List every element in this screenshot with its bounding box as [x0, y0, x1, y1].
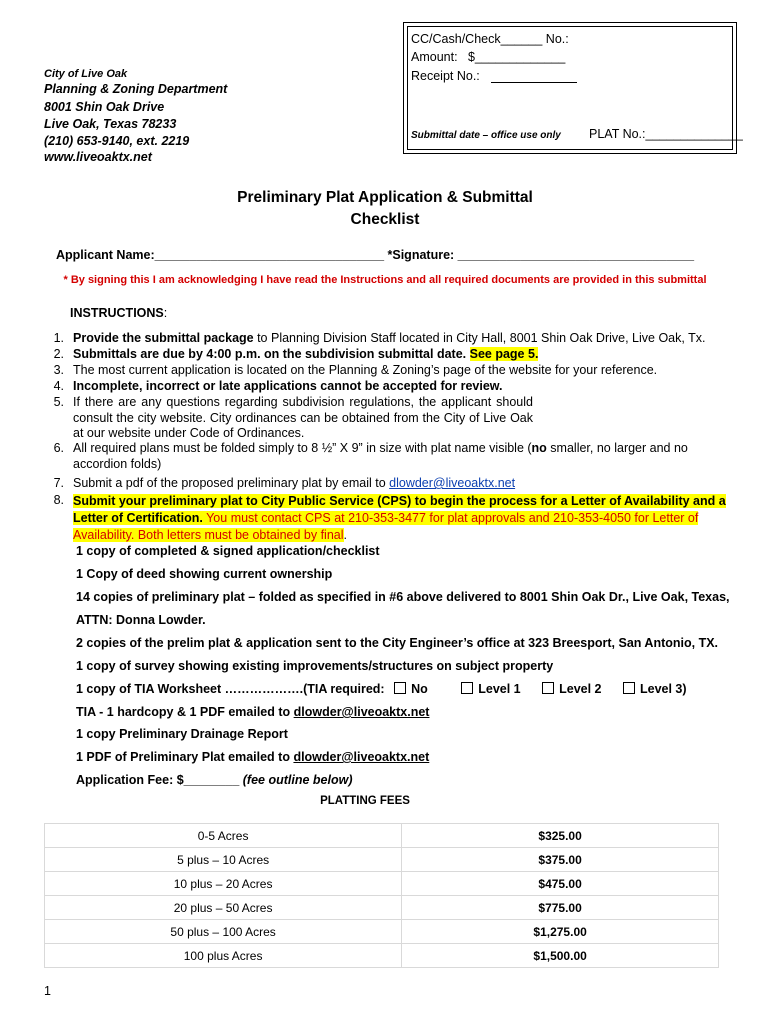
email-link[interactable]: dlowder@liveoaktx.net [389, 476, 516, 490]
acres-cell: 5 plus – 10 Acres [45, 848, 402, 872]
instruction-1-bold: Provide the submittal package [73, 331, 254, 345]
application-fee-line [76, 773, 353, 787]
acres-cell: 10 plus – 20 Acres [45, 872, 402, 896]
amount-value: $_____________ [467, 50, 566, 64]
instructions-label: INSTRUCTIONS [70, 306, 164, 320]
instruction-8-red: You must contact CPS at 210-353-3477 for plat approvals and 210-353-4050 for Letter of Availability. Both letters must be obtained by final [73, 511, 699, 542]
instruction-4: Incomplete, incorrect or late applications cannot be accepted for review. [73, 379, 503, 393]
instruction-6 [73, 441, 739, 472]
instruction-3: The most current application is located on the Planning & Zoning’s page of the website for your reference. [73, 363, 658, 377]
instruction-2 [73, 347, 739, 363]
checklist-item-continued: ATTN: Donna Lowder. [76, 613, 206, 627]
submittal-date-note: Submittal date – office use only [411, 130, 561, 141]
instruction-5: If there are any questions regarding subdivision regulations, the applicant should consult the city website. City ordinances can be obtained from the City of Live Oak at our website under Code of Ordinances. [73, 395, 533, 440]
instruction-number: 7. [53, 476, 64, 490]
city-name: City of Live Oak [44, 68, 128, 80]
checklist-item: 2 copies of the prelim plat & application sent to the City Engineer’s office at 323 Breesport, San Antonio, TX. [76, 636, 719, 650]
pdf-email-line [76, 750, 429, 764]
table-row [45, 872, 719, 896]
tia-email-prefix: TIA - 1 hardcopy & 1 PDF emailed to [76, 705, 294, 719]
instruction-6-pre: All required plans must be folded simply to 8 ½” X 9” in size with plat name visible ( [73, 441, 532, 455]
instruction-6-rest: smaller, no larger and no accordion folds) [73, 441, 688, 471]
instruction-7 [73, 476, 739, 492]
tia-email-link[interactable]: dlowder@liveoaktx.net [293, 705, 430, 719]
acres-cell: 50 plus – 100 Acres [45, 920, 402, 944]
instruction-2-bold: Submittals are due by 4:00 p.m. on the subdivision submittal date. [73, 347, 467, 361]
instruction-8-bold: Submit your preliminary plat to City Public Service (CPS) to begin the process for a Letter of Availability and a Letter of Certification. [73, 494, 726, 525]
pdf-email-link[interactable]: dlowder@liveoaktx.net [293, 750, 430, 764]
instruction-2-highlight: See page 5. [469, 347, 539, 361]
amount-cell: $375.00 [402, 848, 719, 872]
page-title-line2: Checklist [350, 211, 420, 228]
tia-level2-checkbox[interactable] [542, 682, 554, 694]
instructions-heading [70, 306, 167, 320]
receipt-label: Receipt No.: [411, 69, 480, 83]
amount-label: Amount: [411, 50, 458, 64]
tia-option-label: Level 2 [559, 682, 602, 696]
office-use-box [403, 22, 743, 154]
checklist-item: 1 copy of survey showing existing improvements/structures on subject property [76, 659, 554, 673]
tia-option-label: No [411, 682, 428, 696]
pdf-email-prefix: 1 PDF of Preliminary Plat emailed to [76, 750, 294, 764]
signing-acknowledgement: * By signing this I am acknowledging I have read the Instructions and all required documents are provided in this submittal [63, 274, 707, 286]
amount-cell: $775.00 [402, 896, 719, 920]
checklist-item: 14 copies of preliminary plat – folded as specified in #6 above delivered to 8001 Shin Oak Dr., Live Oak, Texas, [76, 590, 730, 604]
department-name: Planning & Zoning Department [44, 82, 228, 96]
receipt-blank-line [491, 82, 577, 83]
tia-no-checkbox[interactable] [394, 682, 406, 694]
tia-option-label: Level 3) [639, 682, 687, 696]
city-phone: (210) 653-9140, ext. 2219 [44, 134, 190, 148]
instruction-number: 6. [53, 441, 64, 455]
tia-email-line [76, 705, 429, 719]
fee-note: (fee outline below) [242, 773, 353, 787]
checklist-item: 1 copy Preliminary Drainage Report [76, 727, 288, 741]
instruction-number: 8. [53, 493, 64, 507]
amount-cell: $1,275.00 [402, 920, 719, 944]
amount-cell: $1,500.00 [402, 944, 719, 968]
table-row [45, 896, 719, 920]
checklist-item: 1 copy of completed & signed application/checklist [76, 544, 380, 558]
table-row [45, 944, 719, 968]
fee-label: Application Fee: $________ [76, 773, 240, 787]
platting-fees-heading: PLATTING FEES [320, 795, 410, 807]
tia-option-label: Level 1 [478, 682, 521, 696]
receipt-field [411, 69, 577, 83]
tia-worksheet-line [76, 682, 687, 696]
instruction-number: 3. [53, 363, 64, 377]
city-website: www.liveoaktx.net [44, 150, 152, 164]
instruction-number: 2. [53, 347, 64, 361]
amount-cell: $325.00 [402, 824, 719, 848]
table-row [45, 824, 719, 848]
instruction-8 [73, 493, 739, 544]
acres-cell: 100 plus Acres [45, 944, 402, 968]
instruction-8-rest: . [343, 528, 348, 542]
payment-method-field: CC/Cash/Check______ No.: [411, 32, 569, 46]
acres-cell: 0-5 Acres [45, 824, 402, 848]
applicant-signature-line: Applicant Name:_________________________________ *Signature: __________________________________ [56, 248, 695, 262]
amount-field [411, 50, 565, 64]
table-row [45, 848, 719, 872]
city-state: Live Oak, Texas 78233 [44, 117, 177, 131]
instruction-7-pre: Submit a pdf of the proposed preliminary plat by email to [73, 476, 390, 490]
instruction-6-bold: no [531, 441, 547, 455]
instruction-number: 1. [53, 331, 64, 345]
platting-fees-table [44, 823, 719, 968]
city-street: 8001 Shin Oak Drive [44, 100, 165, 114]
plat-number-field: PLAT No.:______________ [589, 127, 743, 141]
tia-level3-checkbox[interactable] [623, 682, 635, 694]
instruction-number: 4. [53, 379, 64, 393]
instruction-1-rest: to Planning Division Staff located in City Hall, 8001 Shin Oak Drive, Live Oak, Tx. [253, 331, 706, 345]
acres-cell: 20 plus – 50 Acres [45, 896, 402, 920]
instruction-1 [73, 331, 739, 347]
table-row [45, 920, 719, 944]
tia-label: 1 copy of TIA Worksheet ……………….(TIA required: [76, 682, 385, 696]
instruction-number: 5. [53, 395, 64, 409]
tia-level1-checkbox[interactable] [461, 682, 473, 694]
page-number: 1 [44, 984, 51, 998]
checklist-item: 1 Copy of deed showing current ownership [76, 567, 333, 581]
instructions-colon: : [163, 306, 168, 320]
amount-cell: $475.00 [402, 872, 719, 896]
page-title: Preliminary Plat Application & Submittal [237, 189, 533, 206]
